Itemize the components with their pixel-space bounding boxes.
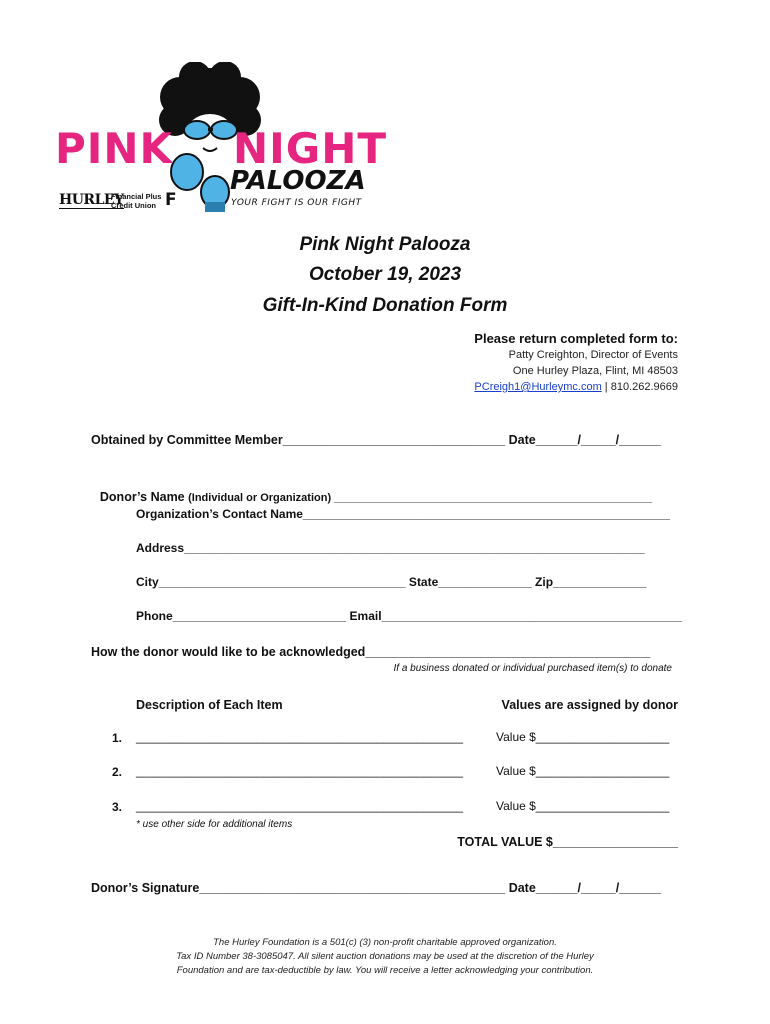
- credit-union-logo: [111, 192, 161, 210]
- footer-line-1: The Hurley Foundation is a 501(c) (3) non-profit charitable approved organization.: [213, 937, 557, 948]
- hurley-logo-text: HURLEY: [59, 192, 124, 208]
- contact-name-field[interactable]: Organization’s Contact Name_______________________________________________________: [136, 507, 670, 521]
- item-value-line[interactable]: Value $____________________: [496, 764, 670, 778]
- item-description-line[interactable]: _________________________________________________: [136, 764, 464, 778]
- donor-name-line: ____________________________________________________: [331, 492, 653, 504]
- logo-word-pink: PINK: [55, 124, 174, 173]
- return-phone: | 810.262.9669: [601, 381, 678, 393]
- donor-name-field[interactable]: [91, 470, 652, 506]
- phone-email-field[interactable]: Phone__________________________ Email_____________________________________________: [136, 609, 682, 623]
- value-header: Values are assigned by donor: [501, 698, 678, 712]
- footer-line-3: Foundation and are tax-deductible by law. You will receive a letter acknowledging your contribution.: [176, 965, 594, 976]
- event-date: October 19, 2023: [308, 264, 462, 285]
- item-number: 2.: [112, 765, 123, 779]
- additional-items-note: * use other side for additional items: [136, 819, 293, 830]
- financial-plus-text: Financial Plus: [111, 192, 162, 201]
- donor-signature-field[interactable]: Donor’s Signature____________________________________________ Date______/_____/______: [91, 881, 661, 895]
- logo-tagline: YOUR FIGHT IS OUR FIGHT: [231, 198, 362, 208]
- logo-word-palooza: PALOOZA: [230, 166, 366, 196]
- financial-plus-f-icon: F: [165, 190, 177, 210]
- form-title: Gift-In-Kind Donation Form: [262, 295, 508, 316]
- committee-member-field[interactable]: Obtained by Committee Member________________________________ Date______/_____/______: [91, 433, 661, 447]
- donor-name-hint: (Individual or Organization): [188, 492, 332, 504]
- return-heading: Please return completed form to:: [474, 331, 678, 346]
- donor-name-label: Donor’s Name: [99, 490, 189, 504]
- event-logo: [55, 62, 388, 222]
- item-description-line[interactable]: _________________________________________________: [136, 730, 464, 744]
- return-address: One Hurley Plaza, Flint, MI 48503: [512, 365, 678, 377]
- acknowledged-field[interactable]: How the donor would like to be acknowledged_________________________________________: [91, 645, 651, 659]
- city-state-zip-field[interactable]: City_____________________________________ State______________ Zip______________: [136, 575, 647, 589]
- event-name: Pink Night Palooza: [299, 234, 471, 255]
- return-email-link[interactable]: PCreigh1@Hurleymc.com: [474, 381, 602, 393]
- footer-line-2: Tax ID Number 38-3085047. All silent auction donations may be used at the discretion of the Hurley: [176, 951, 594, 962]
- item-value-line[interactable]: Value $____________________: [496, 730, 670, 744]
- acknowledged-hint: If a business donated or individual purchased item(s) to donate: [393, 663, 672, 674]
- item-description-line[interactable]: _________________________________________________: [136, 799, 464, 813]
- return-email-phone: [474, 381, 678, 393]
- item-number: 1.: [112, 731, 123, 745]
- address-field[interactable]: Address_____________________________________________________________________: [136, 541, 645, 555]
- logo-word-night: NIGHT: [233, 124, 388, 173]
- return-contact: Patty Creighton, Director of Events: [508, 349, 678, 361]
- description-header: Description of Each Item: [136, 698, 283, 712]
- total-value-field[interactable]: TOTAL VALUE $__________________: [457, 835, 678, 849]
- item-number: 3.: [112, 800, 123, 814]
- item-value-line[interactable]: Value $____________________: [496, 799, 670, 813]
- credit-union-text: Credit Union: [111, 201, 156, 210]
